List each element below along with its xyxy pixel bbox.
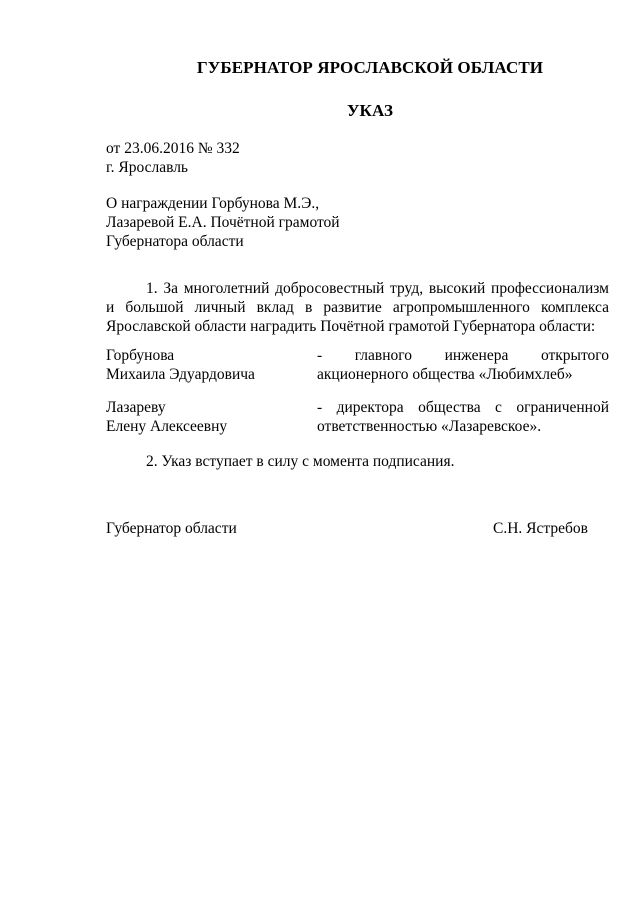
awardee-given-names: Михаила Эдуардовича: [106, 366, 255, 383]
document-subject: [106, 194, 340, 251]
subject-line: Лазаревой Е.А. Почётной грамотой: [106, 214, 340, 231]
city: г. Ярославль: [106, 159, 188, 176]
signatory-position: Губернатор области: [106, 520, 237, 537]
awardee-position: - главного инженера открытого акционерного общества «Любимхлеб»: [317, 347, 609, 383]
awardee-name: [106, 398, 306, 436]
date-and-number: от 23.06.2016 № 332: [106, 140, 240, 157]
awardee-surname: Лазареву: [106, 399, 166, 416]
document-type: УКАЗ: [346, 101, 394, 120]
awardee-surname: Горбунова: [106, 347, 175, 364]
awardee-given-names: Елену Алексеевну: [106, 418, 228, 435]
document-meta: [106, 139, 240, 177]
awardee-name: [106, 346, 306, 384]
subject-line: Губернатора области: [106, 233, 244, 250]
issuing-authority: ГУБЕРНАТОР ЯРОСЛАВСКОЙ ОБЛАСТИ: [196, 58, 544, 77]
paragraph-1: 1. За многолетний добросовестный труд, высокий профессионализм и большой личный вклад в развитие агропромышленного комплекса Ярославской области наградить Почётной грамотой Губернатора области:: [106, 280, 609, 335]
awardee-position: - директора общества с ограниченной ответственностью «Лазаревское».: [317, 399, 609, 435]
paragraph-2: 2. Указ вступает в силу с момента подписания.: [146, 453, 455, 470]
signatory-name: С.Н. Ястребов: [493, 520, 588, 537]
subject-line: О награждении Горбунова М.Э.,: [106, 195, 320, 212]
